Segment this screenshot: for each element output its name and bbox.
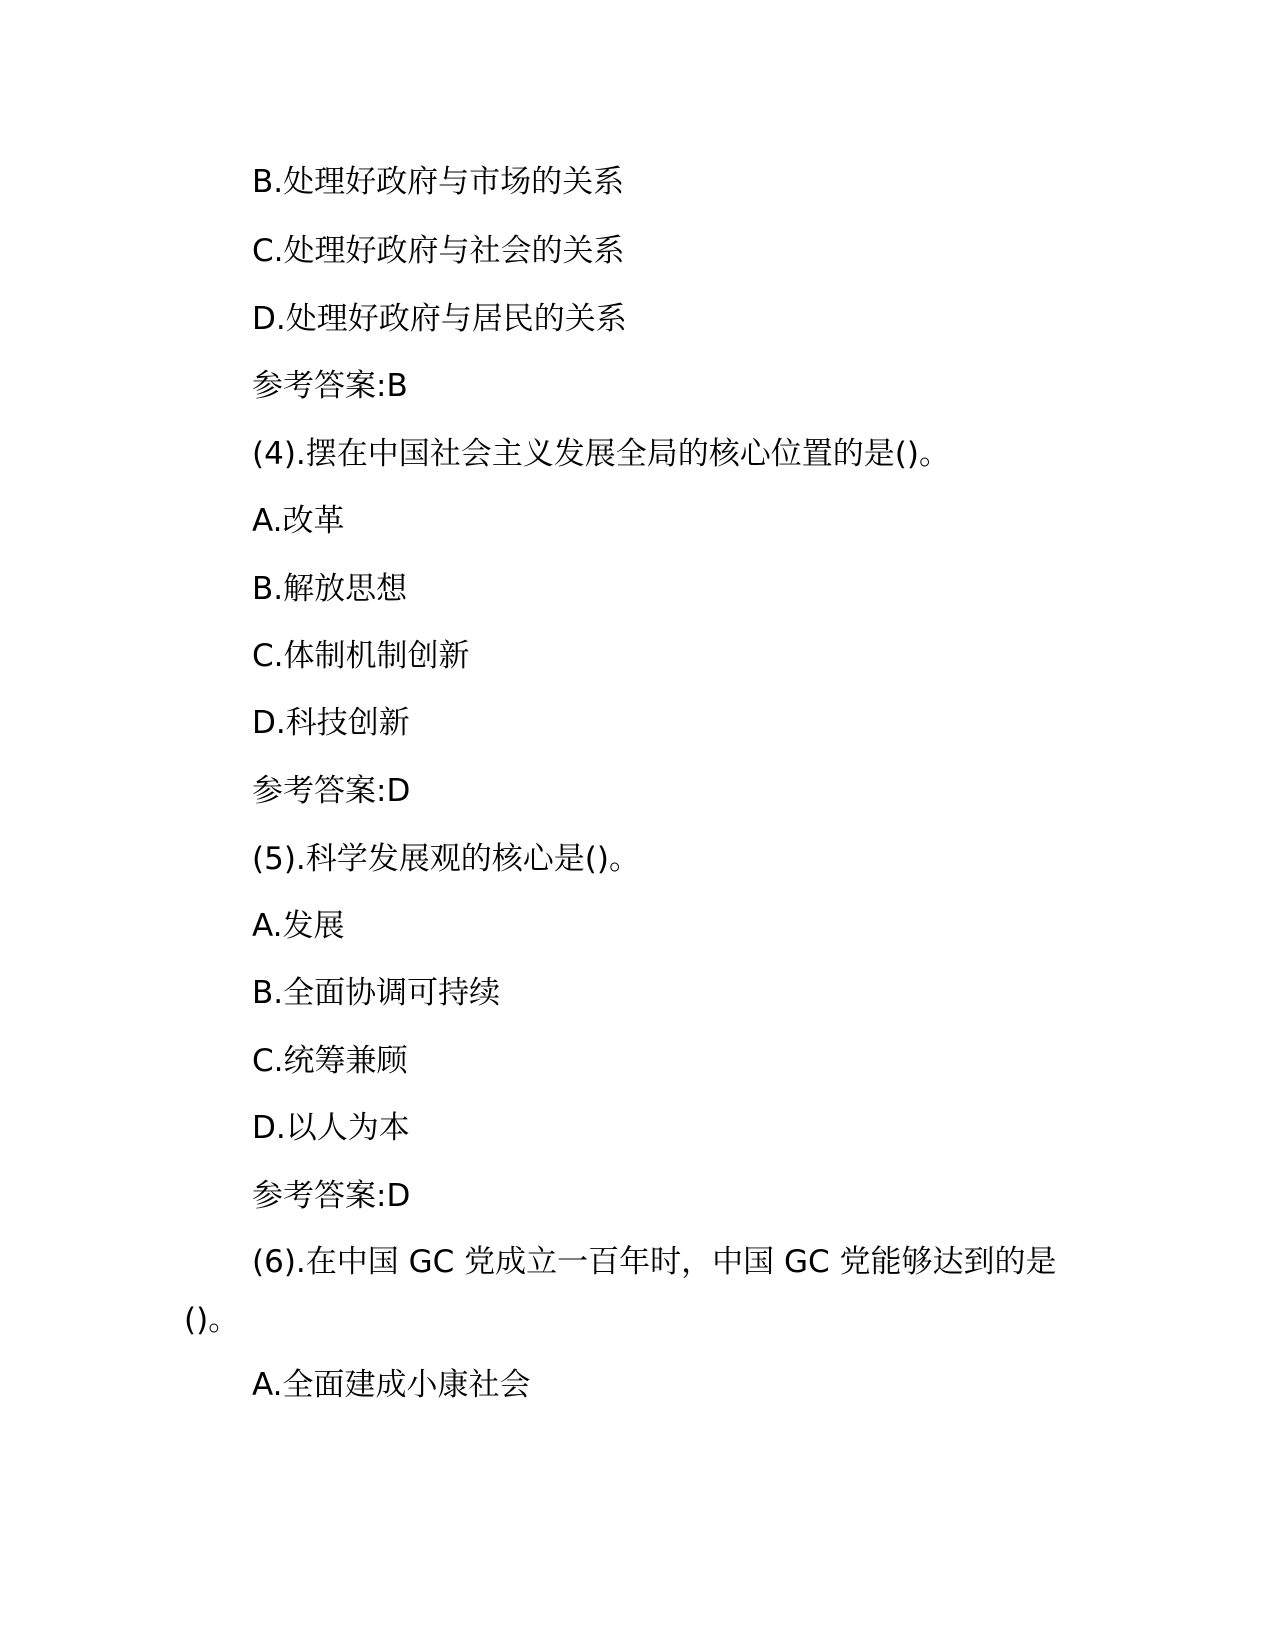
option-c: C.处理好政府与社会的关系	[252, 233, 625, 269]
question-6: (6).在中国 GC 党成立一百年时，中国 GC 党能够达到的是()。	[184, 1244, 1057, 1338]
question-6-option-a: A.全面建成小康社会	[252, 1367, 531, 1403]
answer-3: 参考答案:B	[252, 368, 408, 404]
option-d: D.处理好政府与居民的关系	[252, 301, 627, 337]
question-4: (4).摆在中国社会主义发展全局的核心位置的是()。	[252, 436, 950, 472]
question-5-option-c: C.统筹兼顾	[252, 1043, 408, 1079]
answer-4: 参考答案:D	[252, 773, 411, 809]
question-5: (5).科学发展观的核心是()。	[252, 841, 640, 877]
question-4-option-a: A.改革	[252, 503, 345, 539]
answer-5: 参考答案:D	[252, 1178, 411, 1214]
question-5-option-a: A.发展	[252, 908, 345, 944]
question-5-option-d: D.以人为本	[252, 1110, 410, 1146]
question-4-option-b: B.解放思想	[252, 571, 408, 607]
question-5-option-b: B.全面协调可持续	[252, 975, 501, 1011]
question-4-option-d: D.科技创新	[252, 705, 410, 741]
question-4-option-c: C.体制机制创新	[252, 638, 470, 674]
option-b: B.处理好政府与市场的关系	[252, 164, 625, 200]
